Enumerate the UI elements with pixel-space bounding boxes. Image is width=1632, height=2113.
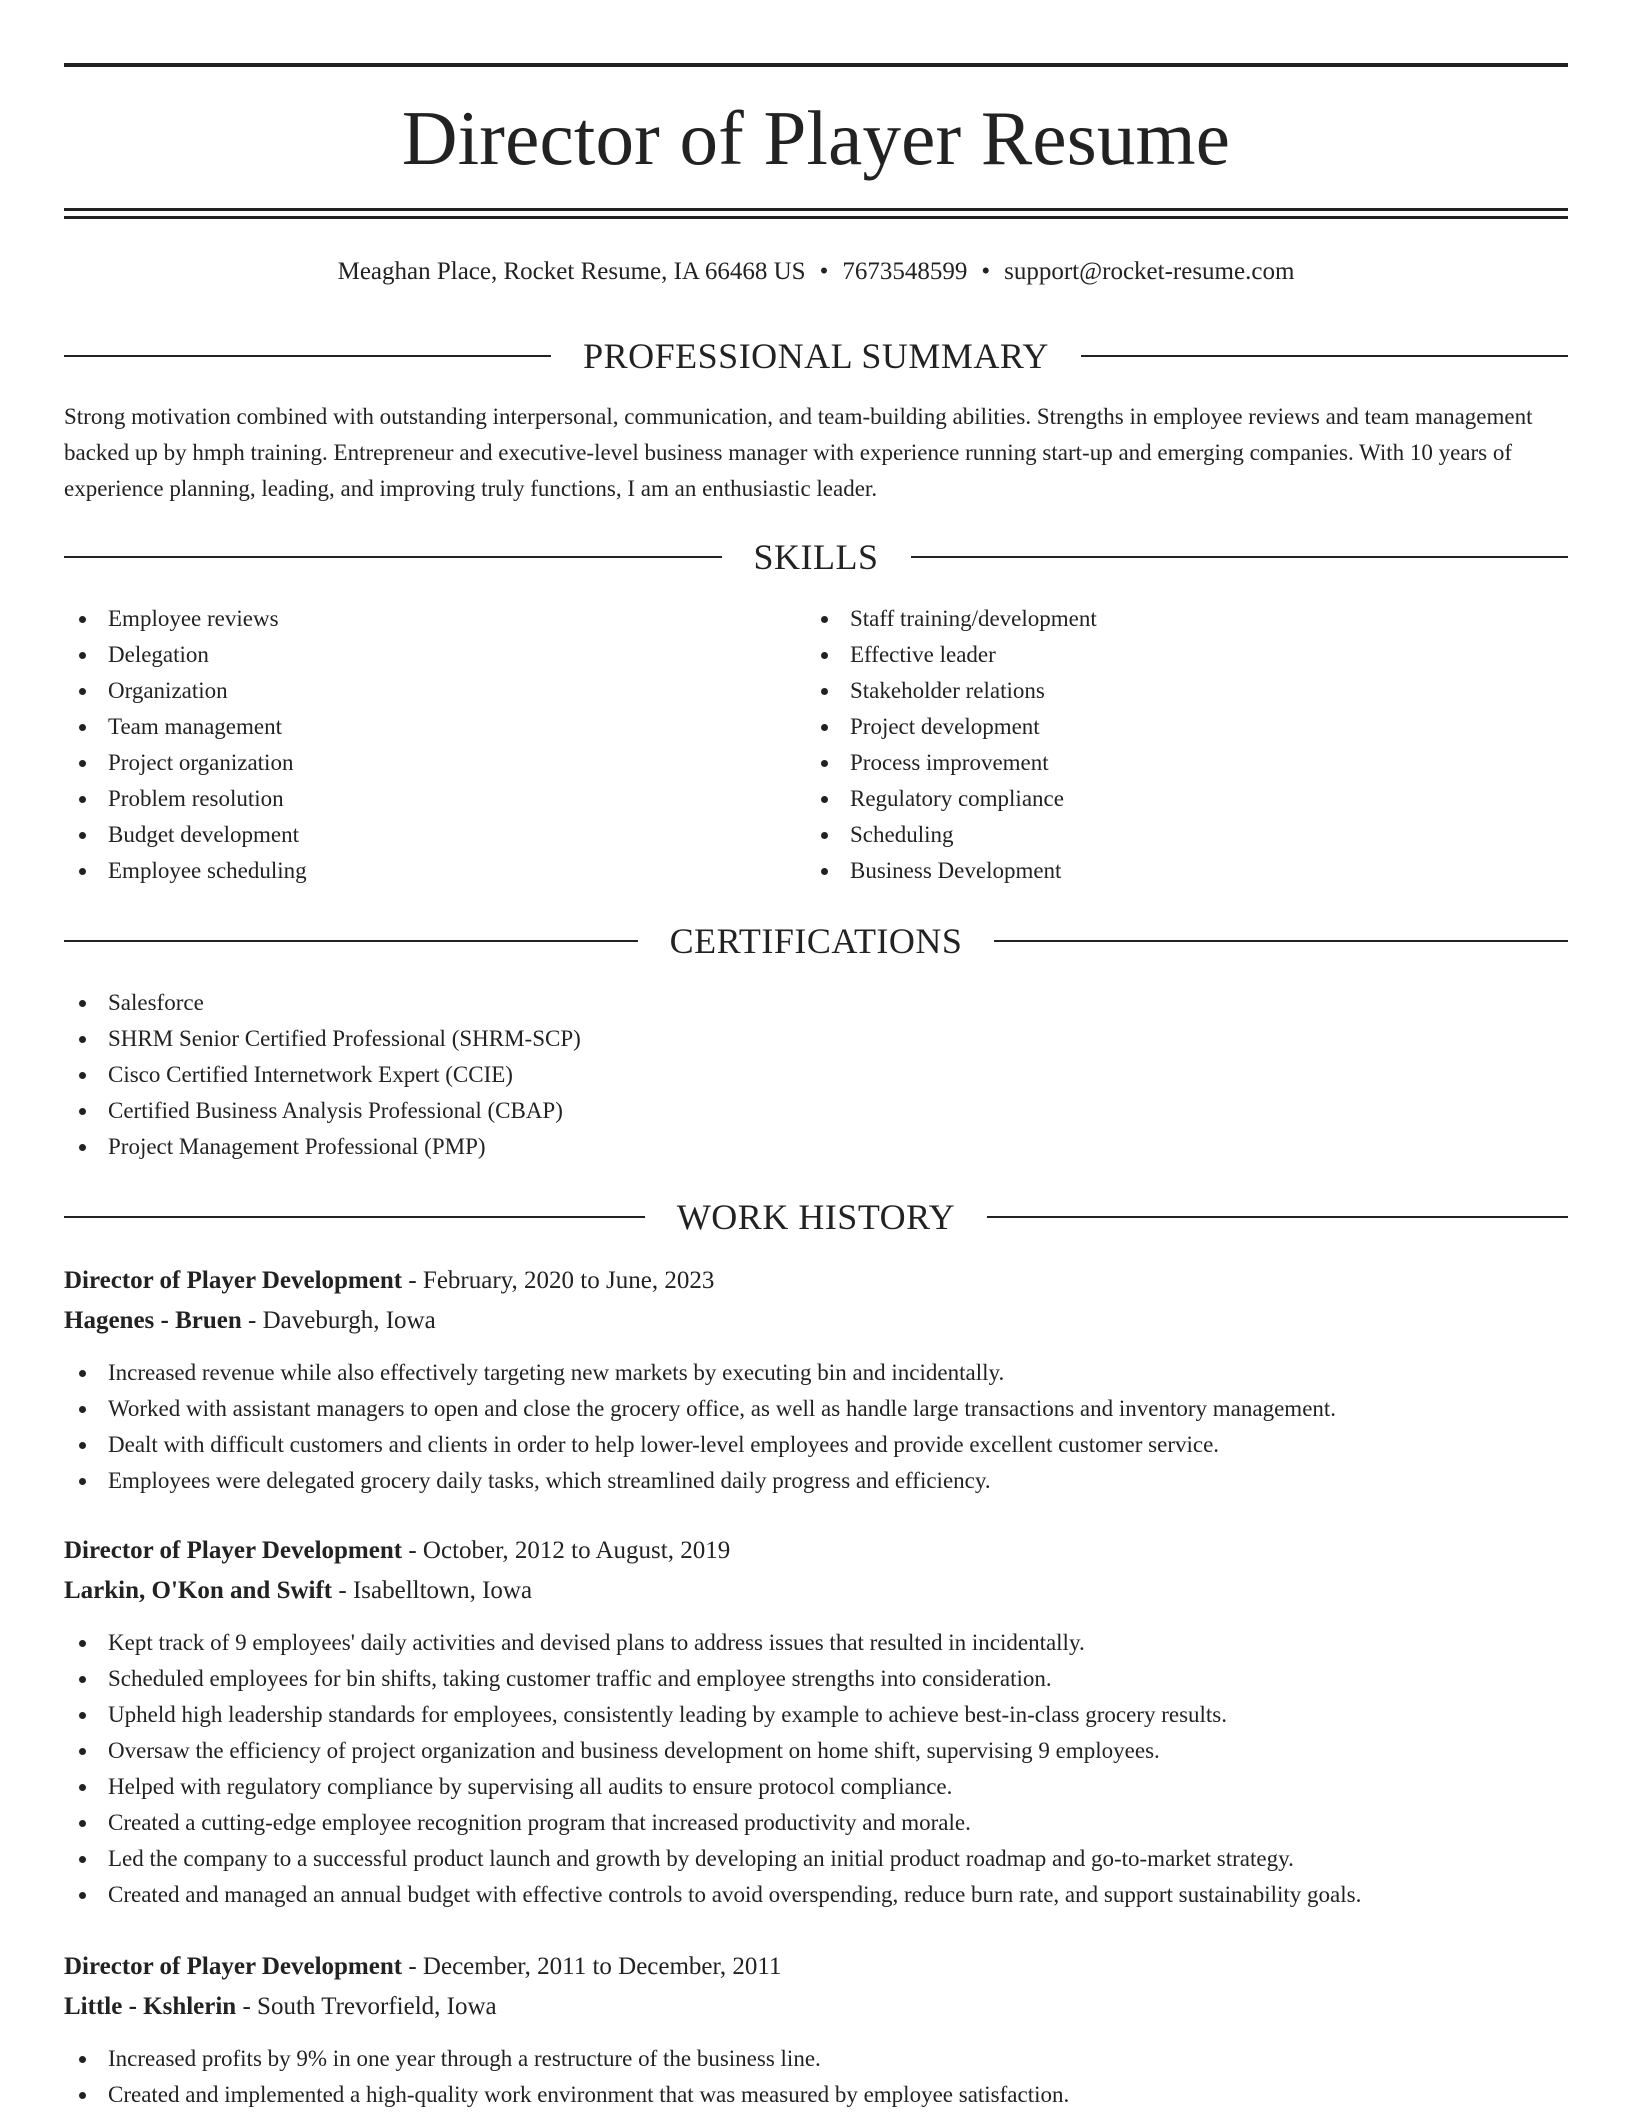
- title-rule-lower: [64, 216, 1568, 219]
- skill-item: Organization: [64, 673, 804, 709]
- divider: [64, 556, 722, 558]
- top-rule: [64, 63, 1568, 67]
- job-title-row: [64, 1947, 1568, 1987]
- section-title-certifications: CERTIFICATIONS: [669, 921, 963, 961]
- skill-item: Employee reviews: [64, 601, 804, 637]
- skill-item: Employee scheduling: [64, 853, 804, 889]
- job-bullets: [64, 1355, 1568, 1499]
- skill-item: Effective leader: [806, 637, 1546, 673]
- skill-item: Regulatory compliance: [806, 781, 1546, 817]
- job-dates: - October, 2012 to August, 2019: [402, 1537, 731, 1564]
- divider: [64, 355, 551, 357]
- job-bullet: Helped with regulatory compliance by supervising all audits to ensure protocol compliance.: [64, 1769, 1568, 1805]
- company-name: Hagenes - Bruen: [64, 1307, 242, 1334]
- certification-item: Project Management Professional (PMP): [64, 1129, 1568, 1165]
- skill-item: Delegation: [64, 637, 804, 673]
- job-company-row: [64, 1571, 1568, 1611]
- company-name: Larkin, O'Kon and Swift: [64, 1577, 333, 1604]
- job-title: Director of Player Development: [64, 1537, 403, 1564]
- section-title-work-history: WORK HISTORY: [676, 1197, 956, 1237]
- page-title: Director of Player Resume: [401, 95, 1231, 181]
- skill-item: Team management: [64, 709, 804, 745]
- job-bullet: Upheld high leadership standards for employees, consistently leading by example to achieve best-in-class grocery results.: [64, 1697, 1568, 1733]
- contact-email: support@rocket-resume.com: [1004, 258, 1295, 285]
- divider: [64, 940, 638, 942]
- job-bullet: Created and implemented a high-quality work environment that was measured by employee satisfaction.: [64, 2077, 1568, 2113]
- job-location: - Isabelltown, Iowa: [332, 1577, 533, 1604]
- job-location: - Daveburgh, Iowa: [241, 1307, 436, 1334]
- contact-address: Meaghan Place, Rocket Resume, IA 66468 US: [337, 258, 806, 285]
- job-bullet: Oversaw the efficiency of project organization and business development on home shift, supervising 9 employees.: [64, 1733, 1568, 1769]
- contact-line: [64, 255, 1568, 289]
- job-bullet: Kept track of 9 employees' daily activities and devised plans to address issues that resulted in incidentally.: [64, 1625, 1568, 1661]
- certification-item: Salesforce: [64, 985, 1568, 1021]
- skill-item: Budget development: [64, 817, 804, 853]
- job-company-row: [64, 1301, 1568, 1341]
- divider: [994, 940, 1568, 942]
- job-bullet: Worked with assistant managers to open and close the grocery office, as well as handle large transactions and inventory management.: [64, 1391, 1568, 1427]
- job-bullet: Increased profits by 9% in one year through a restructure of the business line.: [64, 2041, 1568, 2077]
- skills-list-left: [64, 601, 804, 889]
- skill-item: Process improvement: [806, 745, 1546, 781]
- divider: [987, 1216, 1568, 1218]
- job-entry: [64, 1531, 1568, 1913]
- skill-item: Staff training/development: [806, 601, 1546, 637]
- skill-item: Stakeholder relations: [806, 673, 1546, 709]
- skill-item: Business Development: [806, 853, 1546, 889]
- job-bullet: Created and managed an annual budget with effective controls to avoid overspending, reduce burn rate, and support sustainability goals.: [64, 1877, 1568, 1913]
- section-header-certifications: [64, 919, 1568, 963]
- skill-item: Scheduling: [806, 817, 1546, 853]
- job-bullet: Scheduled employees for bin shifts, taking customer traffic and employee strengths into consideration.: [64, 1661, 1568, 1697]
- job-title-row: [64, 1531, 1568, 1571]
- job-bullets: [64, 2041, 1568, 2113]
- certification-item: Certified Business Analysis Professional (CBAP): [64, 1093, 1568, 1129]
- skill-item: Project development: [806, 709, 1546, 745]
- job-bullet: Employees were delegated grocery daily tasks, which streamlined daily progress and efficiency.: [64, 1463, 1568, 1499]
- job-bullet: Dealt with difficult customers and clients in order to help lower-level employees and provide excellent customer service.: [64, 1427, 1568, 1463]
- divider: [64, 1216, 645, 1218]
- job-bullet: Led the company to a successful product launch and growth by developing an initial product roadmap and go-to-market strategy.: [64, 1841, 1568, 1877]
- job-entry: [64, 1947, 1568, 2113]
- section-header-summary: [64, 334, 1568, 378]
- job-bullet: Created a cutting-edge employee recognition program that increased productivity and morale.: [64, 1805, 1568, 1841]
- skills-list-right: [806, 601, 1546, 889]
- certifications-list: [64, 985, 1568, 1165]
- job-bullets: [64, 1625, 1568, 1913]
- job-entry: [64, 1261, 1568, 1499]
- bullet-separator: •: [819, 258, 829, 285]
- job-dates: - December, 2011 to December, 2011: [402, 1953, 782, 1980]
- divider: [1081, 355, 1568, 357]
- job-title: Director of Player Development: [64, 1267, 403, 1294]
- skill-item: Problem resolution: [64, 781, 804, 817]
- bullet-separator: •: [981, 258, 991, 285]
- section-title-summary: PROFESSIONAL SUMMARY: [583, 336, 1049, 376]
- certification-item: Cisco Certified Internetwork Expert (CCIE): [64, 1057, 1568, 1093]
- company-name: Little - Kshlerin: [64, 1993, 237, 2020]
- divider: [911, 556, 1569, 558]
- job-dates: - February, 2020 to June, 2023: [402, 1267, 715, 1294]
- contact-phone: 7673548599: [842, 258, 968, 285]
- job-bullet: Increased revenue while also effectively targeting new markets by executing bin and incidentally.: [64, 1355, 1568, 1391]
- section-header-work-history: [64, 1195, 1568, 1239]
- section-header-skills: [64, 535, 1568, 579]
- job-title-row: [64, 1261, 1568, 1301]
- job-title: Director of Player Development: [64, 1953, 403, 1980]
- job-company-row: [64, 1987, 1568, 2027]
- certification-item: SHRM Senior Certified Professional (SHRM-SCP): [64, 1021, 1568, 1057]
- section-title-skills: SKILLS: [753, 537, 879, 577]
- title-rule-upper: [64, 208, 1568, 211]
- summary-text: Strong motivation combined with outstanding interpersonal, communication, and team-building abilities. Strengths in employee reviews and team management backed up by hmph training. Entrepreneur and executive-level business manager with experience running start-up and emerging companies. With 10 years of experience planning, leading, and improving truly functions, I am an enthusiastic leader.: [64, 404, 1533, 501]
- job-location: - South Trevorfield, Iowa: [236, 1993, 497, 2020]
- skill-item: Project organization: [64, 745, 804, 781]
